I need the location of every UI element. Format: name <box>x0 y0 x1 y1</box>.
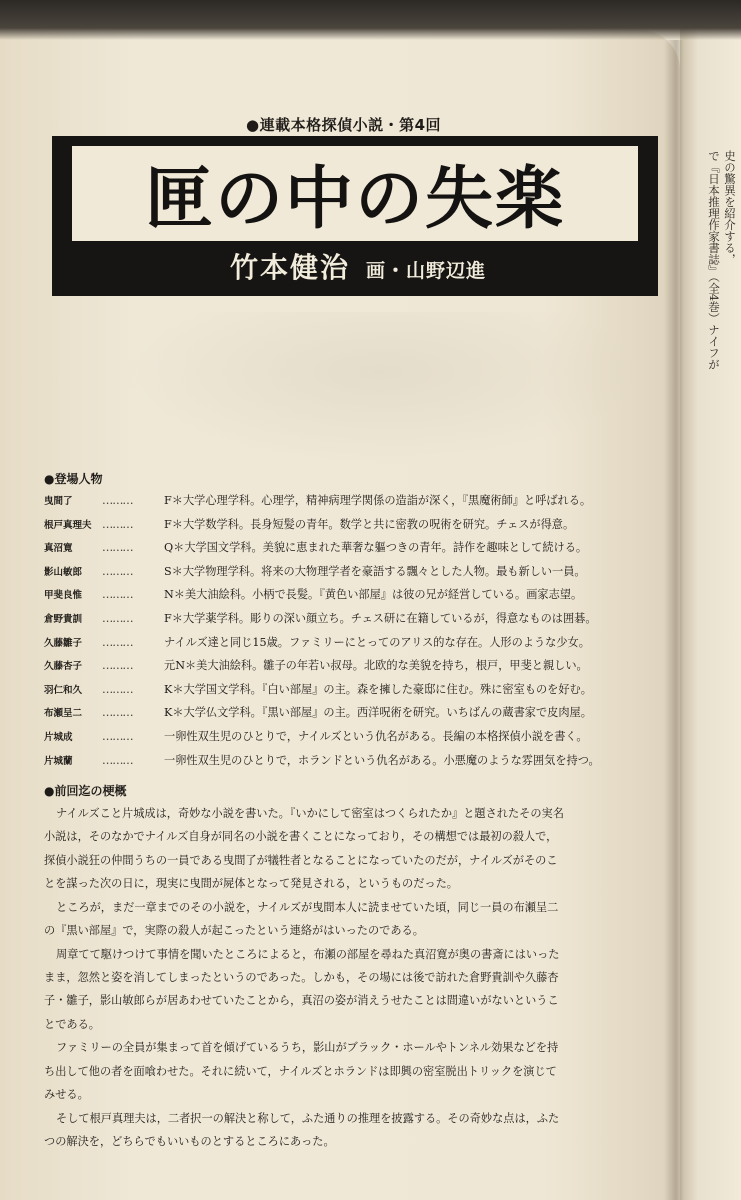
leader-dots: ……… <box>102 494 133 507</box>
character-list <box>44 492 668 775</box>
character-description: S＊大学物理学科。将来の大物理学者を豪語する飄々とした人物。最も新しい一員。 <box>164 564 586 578</box>
story-title: 匣の中の失楽 <box>144 159 565 239</box>
character-row <box>44 492 668 516</box>
characters-heading: ●登場人物 <box>44 472 103 486</box>
leader-dots: ……… <box>102 659 133 673</box>
character-name: 片城蘭 <box>44 755 73 767</box>
character-row <box>44 728 668 752</box>
character-row <box>44 563 668 587</box>
synopsis-line: みせる。 <box>44 1088 89 1102</box>
synopsis-paragraph <box>44 802 664 895</box>
character-description: 元N＊美大油絵科。雛子の年若い叔母。北欧的な美貌を持ち，根戸，甲斐と親しい。 <box>164 659 588 673</box>
character-row <box>44 610 668 634</box>
synopsis-line: つの解決を，どちらでもいいものとするところにあった。 <box>44 1135 335 1149</box>
character-description: 一卵性双生児のひとりで，ナイルズという仇名がある。長編の本格探偵小説を書く。 <box>164 729 588 743</box>
synopsis-paragraph <box>44 1107 664 1154</box>
synopsis-line: 探偵小説狂の仲間うちの一員である曳間了が犠牲者となることになっていたのだが，ナイルズがそのこ <box>44 853 558 867</box>
synopsis-line: とである。 <box>44 1017 100 1031</box>
synopsis-line: 子・雛子，影山敏郎らが居あわせていたことから，真沼の姿が消えうせたことは間違いがないというこ <box>44 994 559 1008</box>
character-description: K＊大学仏文学科。『黒い部屋』の主。西洋呪術を研究。いちばんの蔵書家で皮肉屋。 <box>164 706 592 720</box>
synopsis-paragraph <box>44 943 664 1036</box>
character-name: 片城成 <box>44 731 73 743</box>
synopsis-line: ファミリーの全員が集まって首を傾げているうち，影山がブラック・ホールやトンネル効果などを持 <box>56 1041 559 1055</box>
synopsis-line: 周章てて駆けつけて事情を聞いたところによると，布瀬の部屋を尋ねた真沼寛が奥の書斎にはいった <box>56 947 560 961</box>
character-row <box>44 634 668 658</box>
synopsis-line: そして根戸真理夫は，二者択一の解決と称して，ふた通りの推理を披露する。その奇妙な点は，ふた <box>56 1111 560 1125</box>
leader-dots: ……… <box>102 564 133 578</box>
character-name: 久藤杏子 <box>44 661 83 673</box>
character-row <box>44 681 668 705</box>
author-name: 竹本健治 <box>230 251 351 284</box>
credits <box>230 246 486 286</box>
character-description: F＊大学心理学科。心理学，精神病理学関係の造詣が深く，『黒魔術師』と呼ばれる。 <box>164 494 592 507</box>
top-shadow <box>0 0 741 40</box>
character-row <box>44 586 668 610</box>
show-through-illustration <box>120 312 640 462</box>
leader-dots: ……… <box>102 729 133 743</box>
character-row <box>44 704 668 728</box>
leader-dots: ……… <box>102 541 133 555</box>
synopsis-paragraph <box>44 896 664 943</box>
character-name: 羽仁和久 <box>44 684 83 696</box>
character-name: 影山敏郎 <box>44 566 83 578</box>
character-description: F＊大学薬学科。彫りの深い顔立ち。チェス研に在籍しているが，得意なものは囲碁。 <box>164 611 597 625</box>
synopsis-line: ところが，まだ一章までのその小説を，ナイルズが曳間本人に読ませていた頃，同じ一員の布瀬呈二 <box>56 900 559 914</box>
leader-dots: ……… <box>102 706 133 720</box>
synopsis-paragraph <box>44 1036 664 1106</box>
character-name: 曳間了 <box>44 496 73 507</box>
leader-dots: ……… <box>102 611 133 625</box>
character-row <box>44 516 668 540</box>
character-row <box>44 539 668 563</box>
character-name: 甲斐良惟 <box>44 590 83 602</box>
synopsis-text <box>44 802 664 1154</box>
character-description: ナイルズ達と同じ15歳。ファミリーにとってのアリス的な存在。人形のような少女。 <box>164 635 590 649</box>
character-row <box>44 752 668 776</box>
synopsis-line: とを謀った次の日に，現実に曳間が屍体となって発見される，というものだった。 <box>44 876 458 890</box>
synopsis-line: ち出して他の者を面喰わせた。それに続いて，ナイルズとホランドは即興の密室脱出トリックを演じて <box>44 1064 557 1078</box>
character-name: 倉野貴訓 <box>44 613 83 625</box>
leader-dots: ……… <box>102 517 133 531</box>
character-name: 真沼寛 <box>44 543 73 555</box>
leader-dots: ……… <box>102 588 133 602</box>
leader-dots: ……… <box>102 635 133 649</box>
character-row <box>44 657 668 681</box>
character-description: N＊美大油絵科。小柄で長髪。『黄色い部屋』は彼の兄が経営している。画家志望。 <box>164 588 583 602</box>
character-description: Q＊大学国文学科。美貌に恵まれた華奢な軀つきの青年。詩作を趣味として続ける。 <box>164 541 588 555</box>
character-name: 久藤雛子 <box>44 637 83 649</box>
character-description: 一卵性双生児のひとりで，ホランドという仇名がある。小悪魔のような雰囲気を持つ。 <box>164 753 600 767</box>
adjacent-page-column-2: で『日本推理作家書誌』（全4巻）ナイフが <box>707 150 721 371</box>
character-description: K＊大学国文学科。『白い部屋』の主。森を擁した豪邸に住む。殊に密室ものを好む。 <box>164 682 592 696</box>
illustrator-credit: 画・山野辺進 <box>366 260 487 282</box>
series-label: ●連載本格探偵小説・第4回 <box>246 116 442 134</box>
synopsis-line: の『黒い部屋』で，実際の殺人が起こったという連絡がはいったのである。 <box>44 923 424 937</box>
synopsis-heading: ●前回迄の梗概 <box>44 784 127 798</box>
character-name: 布瀬呈二 <box>44 708 83 720</box>
leader-dots: ……… <box>102 753 133 767</box>
synopsis-line: 小説は，そのなかでナイルズ自身が同名の小説を書くことになっており，その構想では最初の殺人で， <box>44 830 558 844</box>
character-name: 根戸真理夫 <box>44 519 92 531</box>
synopsis-line: まま，忽然と姿を消してしまったというのであった。しかも，その場には後で訪れた倉野貴訓や久藤杏 <box>44 971 559 985</box>
leader-dots: ……… <box>102 682 133 696</box>
character-description: F＊大学数学科。長身短髪の青年。数学と共に密教の呪術を研究。チェスが得意。 <box>164 517 575 531</box>
adjacent-page-column-1: 史の驚異を紹介する， <box>723 150 737 265</box>
synopsis-line: ナイルズこと片城成は，奇妙な小説を書いた。『いかにして密室はつくられたか』と題されたその実名 <box>56 807 564 820</box>
